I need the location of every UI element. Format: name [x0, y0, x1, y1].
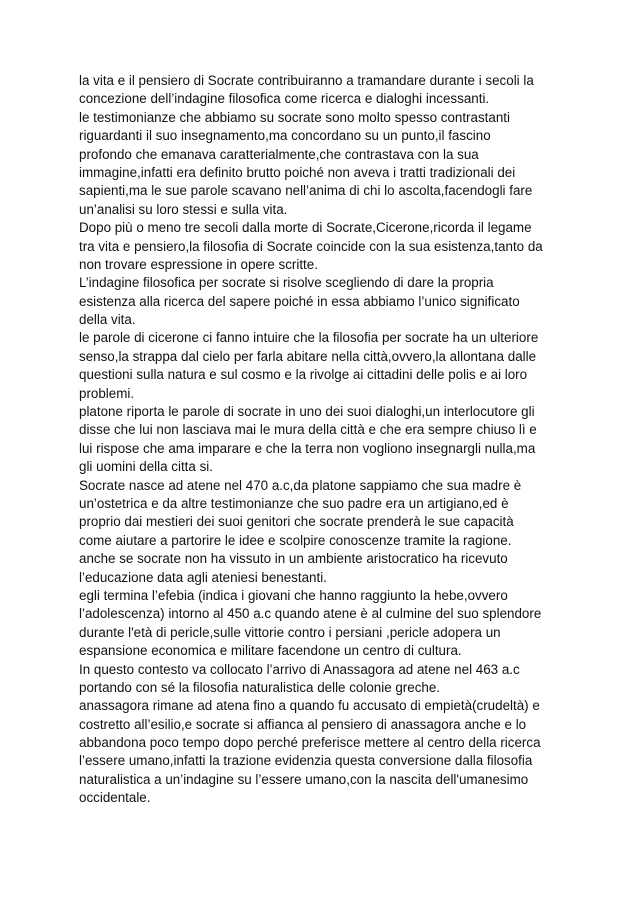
body-text — [79, 72, 579, 808]
text-line: immagine,infatti era definito brutto poiché non aveva i tratti tradizionali dei — [79, 164, 516, 180]
text-line: L’indagine filosofica per socrate si risolve scegliendo di dare la propria — [79, 275, 494, 291]
text-line: della vita. — [79, 312, 136, 328]
text-line: le testimonianze che abbiamo su socrate sono molto spesso contrastanti — [79, 109, 510, 125]
text-line: l’educazione data agli ateniesi benestanti. — [79, 569, 327, 585]
text-line: occidentale. — [79, 790, 151, 806]
text-line: la vita e il pensiero di Socrate contribuiranno a tramandare durante i secoli la — [79, 73, 534, 88]
text-line: Dopo più o meno tre secoli dalla morte di Socrate,Cicerone,ricorda il legame — [79, 220, 532, 236]
text-line: In questo contesto va collocato l’arrivo di Anassagora ad atene nel 463 a.c — [79, 661, 520, 677]
text-line: disse che lui non lasciava mai le mura della città e che era sempre chiuso lì e — [79, 422, 537, 438]
text-line: espansione economica e militare facendone un centro di cultura. — [79, 643, 462, 659]
text-line: l’essere umano,infatti la trazione evidenzia questa conversione dalla filosofia — [79, 753, 533, 769]
text-line: non trovare espressione in opere scritte. — [79, 256, 318, 272]
text-line: anche se socrate non ha vissuto in un ambiente aristocratico ha ricevuto — [79, 551, 508, 567]
text-line: anassagora rimane ad atena fino a quando fu accusato di empietà(crudeltà) e — [79, 698, 540, 714]
text-line: tra vita e pensiero,la filosofia di Socrate coincide con la sua esistenza,tanto da — [79, 238, 543, 254]
text-line: come aiutare a partorire le idee e scolpire conoscenze tramite la ragione. — [79, 532, 512, 548]
text-line: proprio dai mestieri dei suoi genitori che socrate prenderà le sue capacità — [79, 514, 514, 530]
text-line: problemi. — [79, 385, 135, 401]
text-line: costretto all’esilio,e socrate si affianca al pensiero di anassagora anche e lo — [79, 716, 527, 732]
text-line: esistenza alla ricerca del sapere poiché in essa abbiamo l’unico significato — [79, 293, 520, 309]
text-line: abbandona poco tempo dopo perché preferisce mettere al centro della ricerca — [79, 735, 541, 751]
text-line: egli termina l’efebia (indica i giovani che hanno raggiunto la hebe,ovvero — [79, 587, 508, 603]
text-line: l’adolescenza) intorno al 450 a.c quando atene è al culmine del suo splendore — [79, 606, 542, 622]
text-line: le parole di cicerone ci fanno intuire che la filosofia per socrate ha un ulteriore — [79, 330, 539, 346]
text-line: concezione dell’indagine filosofica come ricerca e dialoghi incessanti. — [79, 91, 490, 107]
text-line: lui rispose che ama imparare e che la terra non vogliono insegnargli nulla,ma — [79, 440, 536, 456]
text-line: naturalistica a un’indagine su l’essere umano,con la nascita dell'umanesimo — [79, 771, 529, 787]
text-line: questioni sulla natura e sul cosmo e la rivolge ai cittadini delle polis e ai loro — [79, 367, 528, 383]
text-line: Socrate nasce ad atene nel 470 a.c,da platone sappiamo che sua madre è — [79, 477, 522, 493]
text-line: profondo che emanava caratterialmente,che contrastava con la sua — [79, 146, 479, 162]
text-line: un’analisi su loro stessi e sulla vita. — [79, 201, 288, 217]
text-line: gli uomini della citta si. — [79, 459, 213, 475]
text-line: portando con sé la filosofia naturalistica delle colonie greche. — [79, 679, 441, 695]
text-line: platone riporta le parole di socrate in uno dei suoi dialoghi,un interlocutore gli — [79, 404, 535, 420]
text-line: un’ostetrica e da altre testimonianze che suo padre era un artigiano,ed è — [79, 495, 509, 511]
text-line: durante l'età di pericle,sulle vittorie contro i persiani ,pericle adopera un — [79, 624, 501, 640]
text-line: sapienti,ma le sue parole scavano nell’anima di chi lo ascolta,facendogli fare — [79, 183, 533, 199]
text-line: riguardanti il suo insegnamento,ma concordano su un punto,il fascino — [79, 128, 491, 144]
text-line: senso,la strappa dal cielo per farla abitare nella città,ovvero,la allontana dalle — [79, 348, 537, 364]
